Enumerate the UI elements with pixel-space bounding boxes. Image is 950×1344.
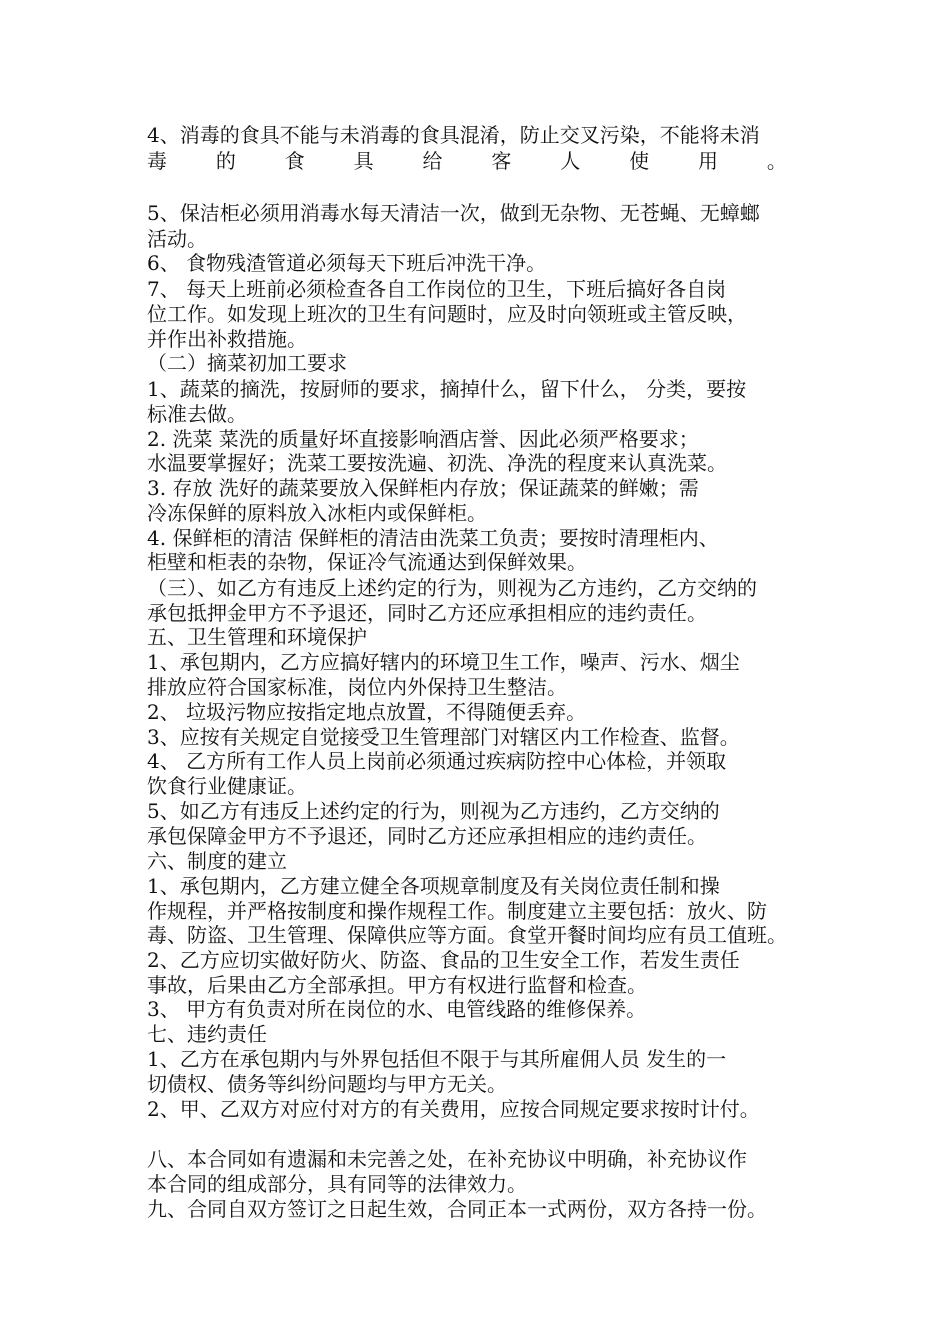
text-line: 2、 垃圾污物应按指定地点放置，不得随便丢弃。: [147, 700, 587, 724]
text-line: 7、 每天上班前必须检查各自工作岗位的卫生，下班后搞好各自岗: [147, 277, 727, 301]
justified-char: 使: [629, 149, 650, 173]
justified-char: 。: [766, 149, 787, 173]
text-line: 承包保障金甲方不予退还，同时乙方还应承担相应的违约责任。: [147, 824, 707, 848]
justified-char: 的: [215, 149, 236, 173]
text-line: 6、 食物残渣管道必须每天下班后冲洗干净。: [147, 251, 547, 275]
text-line: 1、乙方在承包期内与外界包括但不限于与其所雇佣人员 发生的一: [147, 1047, 727, 1071]
justified-char: 食: [284, 149, 305, 173]
section-heading: 七、违约责任: [147, 1022, 267, 1046]
justified-char: 具: [353, 149, 374, 173]
text-line: 八、本合同如有遗漏和未完善之处，在补充协议中明确，补充协议作: [147, 1147, 747, 1171]
text-line: 切债权、债务等纠纷问题均与甲方无关。: [147, 1072, 507, 1096]
text-line: 九、合同自双方签订之日起生效，合同正本一式两份，双方各持一份。: [147, 1197, 767, 1221]
justified-char: 用: [698, 149, 718, 173]
text-line: 3. 存放 洗好的蔬菜要放入保鲜柜内存放；保证蔬菜的鲜嫩；需: [147, 476, 699, 500]
text-line: 4. 保鲜柜的清洁 保鲜柜的清洁由洗菜工负责；要按时清理柜内、: [147, 526, 719, 550]
text-line: 4、 乙方所有工作人员上岗前必须通过疾病防控中心体检，并领取: [147, 749, 727, 773]
text-line: （三）、如乙方有违反上述约定的行为，则视为乙方违约，乙方交纳的: [147, 576, 757, 600]
text-line: 柜壁和柜表的杂物，保证冷气流通达到保鲜效果。: [147, 550, 587, 574]
text-line: 1、承包期内，乙方建立健全各项规章制度及有关岗位责任制和操: [147, 874, 720, 898]
text-line: 5、如乙方有违反上述约定的行为，则视为乙方违约，乙方交纳的: [147, 799, 720, 823]
text-line: 3、 甲方有负责对所在岗位的水、电管线路的维修保养。: [147, 997, 647, 1021]
justified-char: 给: [422, 149, 443, 173]
section-heading: （二）摘菜初加工要求: [147, 351, 347, 375]
text-line: 1、承包期内，乙方应搞好辖内的环境卫生工作，噪声、污水、烟尘: [147, 650, 740, 674]
text-line: 作规程，并严格按制度和操作规程工作。制度建立主要包括：放火、防: [147, 899, 767, 923]
section-heading: 五、卫生管理和环境保护: [147, 625, 367, 649]
text-line: 承包抵押金甲方不予退还，同时乙方还应承担相应的违约责任。: [147, 601, 707, 625]
text-line: 排放应符合国家标准，岗位内外保持卫生整洁。: [147, 675, 567, 699]
justified-char: 人: [560, 149, 581, 173]
text-line: 2、甲、乙双方对应付对方的有关费用，应按合同规定要求按时计付。: [147, 1097, 760, 1121]
text-line: 毒、防盗、卫生管理、保障供应等方面。食堂开餐时间均应有员工值班。: [147, 923, 787, 947]
text-line: 1、蔬菜的摘洗，按厨师的要求，摘掉什么，留下什么， 分类，要按: [147, 377, 747, 401]
text-line: 5、保洁柜必须用消毒水每天清洁一次，做到无杂物、无苍蝇、无蟑螂: [147, 201, 760, 225]
text-line: 2. 洗菜 菜洗的质量好坏直接影响酒店誉、因此必须严格要求；: [147, 427, 699, 451]
text-line: 饮食行业健康证。: [147, 774, 307, 798]
text-line: 冷冻保鲜的原料放入冰柜内或保鲜柜。: [147, 501, 487, 525]
text-line: 标准去做。: [147, 402, 247, 426]
text-line-justified: [147, 148, 787, 174]
text-line: 并作出补救措施。: [147, 327, 307, 351]
text-line: 事故，后果由乙方全部承担。甲方有权进行监督和检查。: [147, 973, 647, 997]
justified-char: 毒: [147, 149, 167, 173]
text-line: 3、应按有关规定自觉接受卫生管理部门对辖区内工作检查、监督。: [147, 725, 740, 749]
text-line: 活动。: [147, 227, 207, 251]
justified-char: 客: [491, 149, 512, 173]
section-heading: 六、制度的建立: [147, 849, 287, 873]
text-line: 水温要掌握好；洗菜工要按洗遍、初洗、净洗的程度来认真洗菜。: [147, 451, 727, 475]
text-line: 2、乙方应切实做好防火、防盗、食品的卫生安全工作，若发生责任: [147, 948, 740, 972]
text-line: 4、消毒的食具不能与未消毒的食具混淆，防止交叉污染，不能将未消: [147, 123, 760, 147]
text-line: 本合同的组成部分，具有同等的法律效力。: [147, 1172, 527, 1196]
text-line: 位工作。如发现上班次的卫生有问题时，应及时向领班或主管反映，: [147, 302, 747, 326]
